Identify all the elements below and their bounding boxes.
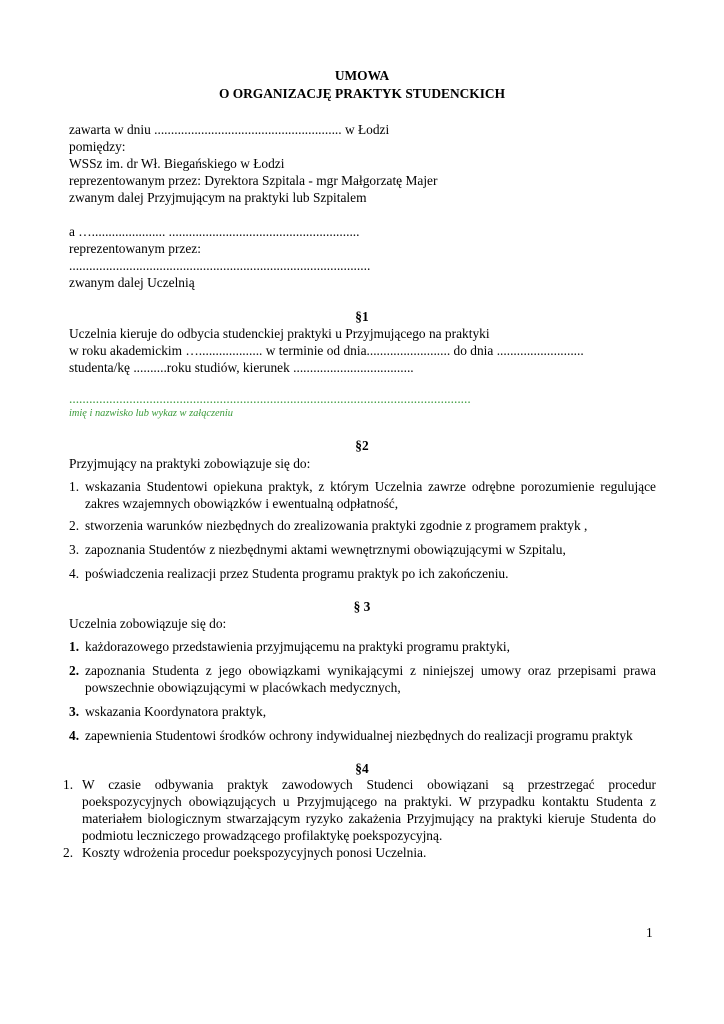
document-title: UMOWA (334, 68, 390, 83)
item-number: 3. (69, 542, 80, 557)
item-number: 1. (63, 777, 74, 792)
section-2-item-4 (69, 565, 656, 582)
section-2-item-2 (69, 517, 656, 534)
item-text: zapoznania Studenta z jego obowiązkami wynikającymi z niniejszej umowy oraz przepisami prawa powszechnie obowiązującymi w placówkach medycznych, (85, 663, 656, 695)
item-number: 2. (63, 845, 74, 860)
university-name-line: a …...................... ......................................................... (69, 224, 360, 239)
section-4-item-1 (63, 776, 656, 844)
item-number: 2. (69, 518, 80, 533)
section-1-line-1: Uczelnia kieruje do odbycia studenckiej praktyki u Przyjmującego na praktyki (69, 326, 490, 341)
item-text: każdorazowego przedstawienia przyjmującemu na praktyki programu praktyki, (85, 639, 510, 654)
section-3-item-4 (69, 727, 656, 744)
section-4-heading: §4 (355, 761, 369, 776)
item-text: stworzenia warunków niezbędnych do zrealizowania praktyki zgodnie z programem praktyk , (85, 518, 588, 533)
document-subtitle: O ORGANIZACJĘ PRAKTYK STUDENCKICH (218, 86, 506, 101)
section-1-line-3: studenta/kę ..........roku studiów, kierunek .................................... (69, 360, 414, 375)
section-3-intro: Uczelnia zobowiązuje się do: (69, 616, 227, 631)
student-name-dots: ........................................................................................................................ (69, 391, 471, 406)
contract-date-line: zawarta w dniu ........................................................ w Łodzi (69, 122, 390, 137)
item-text: zapoznania Studentów z niezbędnymi aktami wewnętrznymi obowiązującymi w Szpitalu, (85, 542, 566, 557)
item-text: wskazania Studentowi opiekuna praktyk, z którym Uczelnia zawrze odrębne porozumienie regulujące zakres wzajemnych obowiązków i ewentualną odpłatność, (85, 479, 656, 511)
university-alias: zwanym dalej Uczelnią (69, 275, 195, 290)
section-2-heading: §2 (355, 438, 369, 453)
item-text: Koszty wdrożenia procedur poekspozycyjnych ponosi Uczelnia. (82, 845, 427, 860)
item-number: 3. (69, 704, 80, 719)
item-text: wskazania Koordynatora praktyk, (85, 704, 267, 719)
item-text: poświadczenia realizacji przez Studenta programu praktyk po ich zakończeniu. (85, 566, 509, 581)
item-number: 4. (69, 728, 80, 743)
section-4-item-2 (63, 844, 656, 861)
item-number: 1. (69, 479, 80, 494)
section-3-item-3 (69, 703, 656, 720)
section-3-item-1 (69, 638, 656, 655)
section-1-heading: §1 (355, 309, 369, 324)
between-label: pomiędzy: (69, 139, 126, 154)
item-number: 4. (69, 566, 80, 581)
item-text: zapewnienia Studentowi środków ochrony indywidualnej niezbędnych do realizacji programu praktyk (85, 728, 633, 743)
hospital-alias: zwanym dalej Przyjmującym na praktyki lub Szpitalem (69, 190, 367, 205)
item-number: 1. (69, 639, 80, 654)
section-2-intro: Przyjmujący na praktyki zobowiązuje się do: (69, 456, 311, 471)
university-representative-label: reprezentowanym przez: (69, 241, 201, 256)
hospital-representative: reprezentowanym przez: Dyrektora Szpitala - mgr Małgorzatę Majer (69, 173, 438, 188)
section-1-line-2: w roku akademickim …................... w terminie od dnia......................... do dnia .......................... (69, 343, 584, 358)
university-representative-line: .......................................................................................... (69, 258, 371, 273)
item-text: W czasie odbywania praktyk zawodowych Studenci obowiązani są przestrzegać procedur poekspozycyjnych obowiązujących u Przyjmującego na praktyki. W przypadku kontaktu Studenta z materiałem biologicznym stwarzającym ryzyko zakażenia Przyjmujący na praktyki kieruje Studenta do podmiotu leczniczego prowadzącego profilaktykę poekspozycyjną. (82, 777, 656, 843)
section-2-item-1 (69, 478, 656, 512)
section-3-heading: § 3 (353, 599, 371, 614)
item-number: 2. (69, 663, 80, 678)
section-2-item-3 (69, 541, 656, 558)
page-number: 1 (646, 925, 653, 940)
hospital-name: WSSz im. dr Wł. Biegańskiego w Łodzi (69, 156, 285, 171)
student-name-note: imię i nazwisko lub wykaz w załączeniu (69, 408, 233, 419)
section-3-item-2 (69, 662, 656, 696)
